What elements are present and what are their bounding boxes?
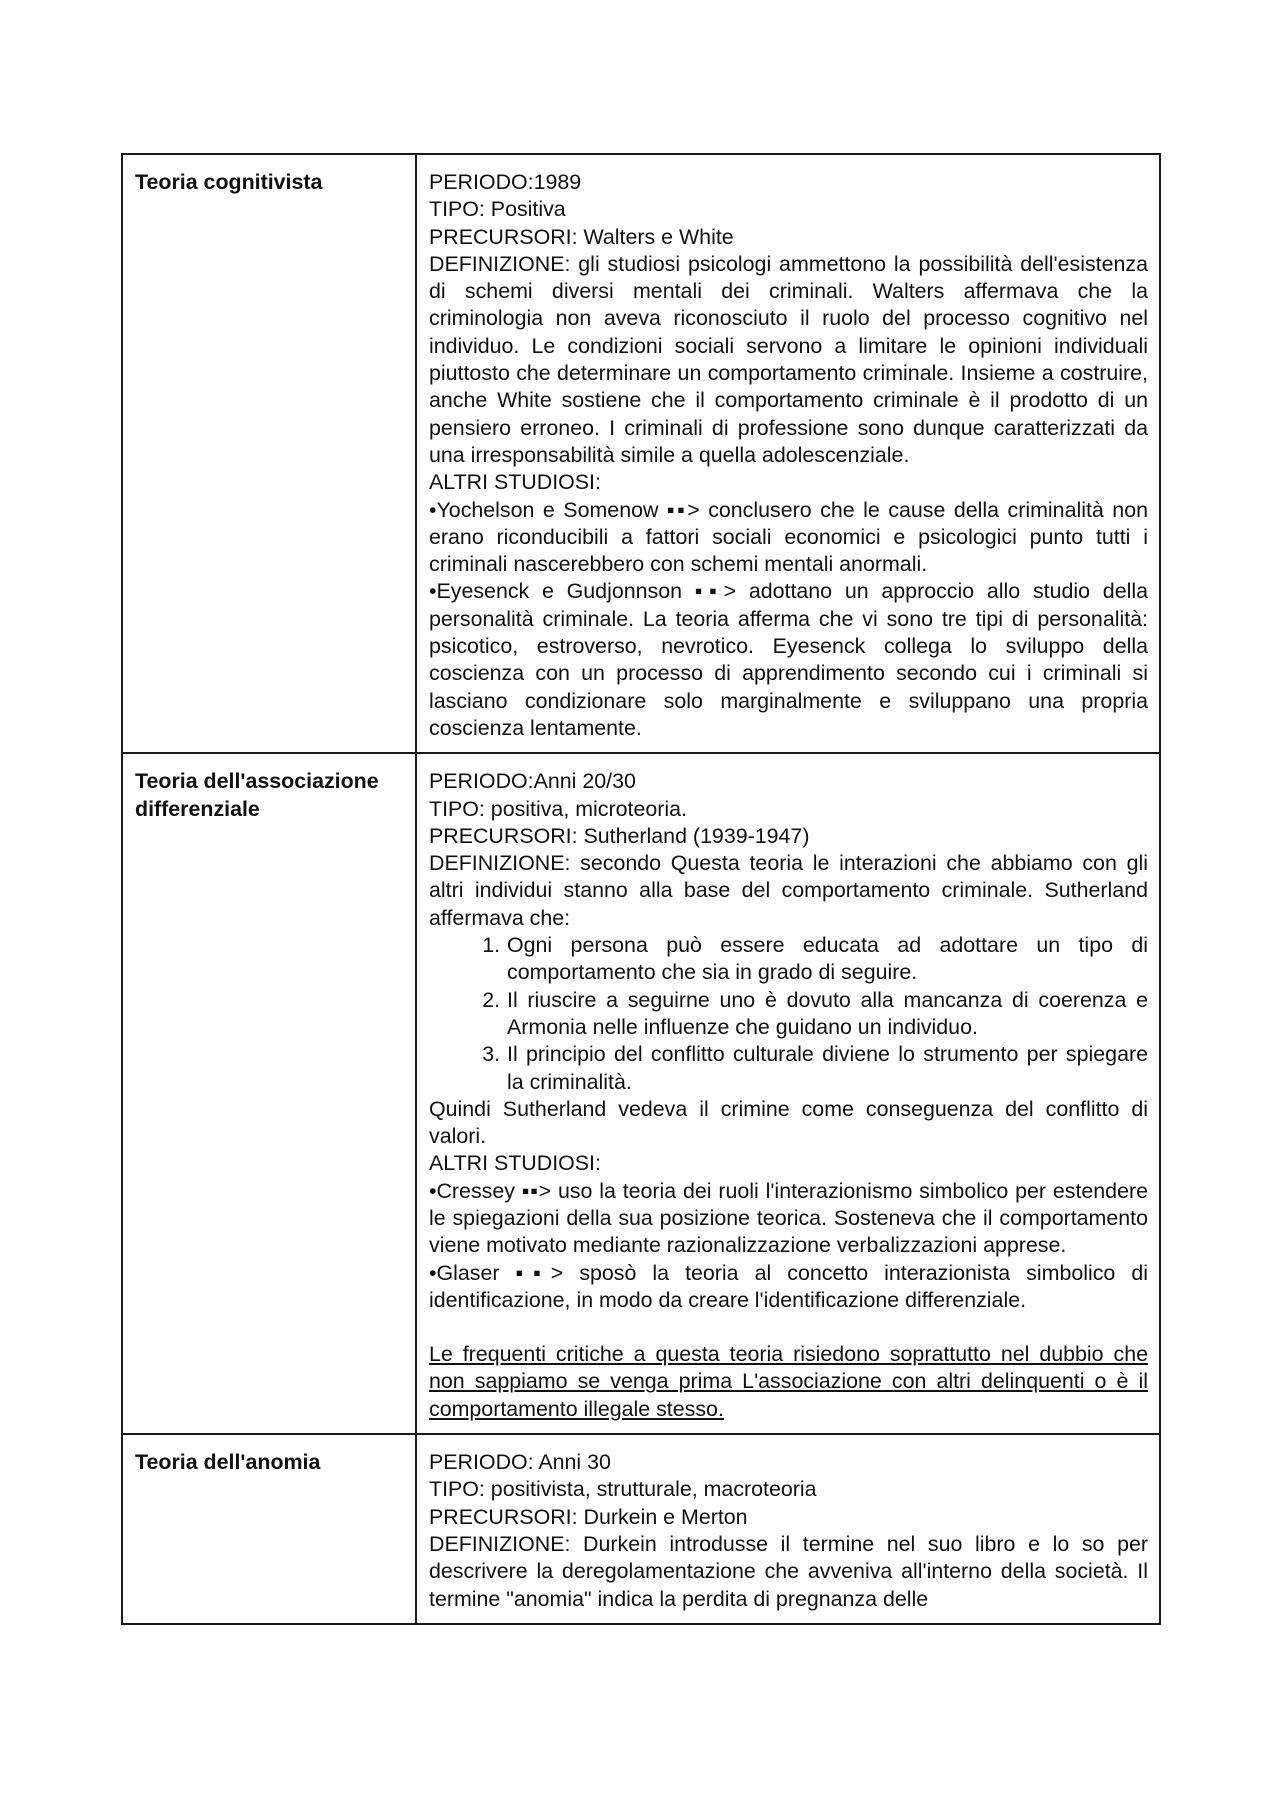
tipo-line: TIPO: positiva, microteoria. [429,796,687,821]
table-row [122,154,1160,753]
periodo-line: PERIODO: Anni 30 [429,1450,611,1475]
periodo-line: PERIODO:Anni 20/30 [429,769,636,794]
altri-studiosi-label: ALTRI STUDIOSI: [429,1151,601,1176]
theory-name: Teoria dell'associazione differenziale [135,769,379,821]
list-item: 1. Ogni persona può essere educata ad adottare un tipo di comportamento che sia in grado di seguire. [506,932,1148,987]
theory-details-cell [416,753,1160,1434]
tipo-line: TIPO: Positiva [429,197,566,222]
precursori-line: PRECURSORI: Durkein e Merton [429,1504,748,1529]
numbered-list [429,932,1148,1096]
theory-name: Teoria cognitivista [135,170,323,194]
theory-name: Teoria dell'anomia [135,1450,321,1475]
theory-name-cell [122,154,416,753]
altri-studiosi-item: •Eyesenck e Gudjonnson ▪▪> adottano un approccio allo studio della personalità criminale. La teoria afferma che vi sono tre tipi di personalità: psicotico, estroverso, nevrotico. Eyesenck collega lo sviluppo della coscienza con un processo di apprendimento secondo cui i criminali si lasciano condizionare solo marginalmente e sviluppano una propria coscienza lentamente. [429,579,1148,740]
altri-studiosi-label: ALTRI STUDIOSI: [429,470,601,495]
periodo-line: PERIODO:1989 [429,170,582,194]
theory-name-cell [122,753,416,1434]
spacer [429,1314,1148,1341]
list-item: 3. Il principio del conflitto culturale diviene lo strumento per spiegare la criminalità. [506,1041,1148,1096]
definizione-paragraph: DEFINIZIONE: gli studiosi psicologi ammettono la possibilità dell'esistenza di schemi diversi mentali dei criminali. Walters affermava che la criminologia non aveva riconosciuto il ruolo del processo cognitivo nel individuo. Le condizioni sociali servono a limitare le opinioni individuali piuttosto che determinare un comportamento criminale. Insieme a costruire, anche White sostiene che il comportamento criminale è il prodotto di un pensiero erroneo. I criminali di professione sono dunque caratterizzati da una irresponsabilità simile a quella adolescenziale. [429,251,1148,467]
theory-name-cell [122,1434,416,1624]
critique-paragraph: Le frequenti critiche a questa teoria risiedono soprattutto nel dubbio che non sappiamo se venga prima L'associazione con altri delinquenti o è il comportamento illegale stesso. [429,1342,1148,1421]
definizione-paragraph: DEFINIZIONE: secondo Questa teoria le interazioni che abbiamo con gli altri individui stanno alla base del comportamento criminale. Sutherland affermava che: [429,851,1148,930]
list-item: 2. Il riuscire a seguirne uno è dovuto alla mancanza di coerenza e Armonia nelle influenze che guidano un individuo. [506,987,1148,1042]
conclusione-paragraph: Quindi Sutherland vedeva il crimine come conseguenza del conflitto di valori. [429,1096,1148,1149]
table-row [122,753,1160,1434]
definizione-paragraph: DEFINIZIONE: Durkein introdusse il termine nel suo libro e lo so per descrivere la deregolamentazione che avveniva all'interno della società. Il termine "anomia" indica la perdita di pregnanza delle [429,1531,1148,1611]
table-row [122,1434,1160,1624]
theory-details-cell [416,154,1160,753]
theories-table [121,153,1161,1625]
altri-studiosi-item: •Glaser ▪▪> sposò la teoria al concetto interazionista simbolico di identificazione, in modo da creare l'identificazione differenziale. [429,1260,1148,1312]
altri-studiosi-item: •Yochelson e Somenow ▪▪> conclusero che le cause della criminalità non erano riconducibili a fattori sociali economici e psicologici punto tutti i criminali nascerebbero con schemi mentali anormali. [429,497,1148,577]
precursori-line: PRECURSORI: Sutherland (1939-1947) [429,823,810,848]
tipo-line: TIPO: positivista, strutturale, macroteoria [429,1477,817,1502]
altri-studiosi-item: •Cressey ▪▪> uso la teoria dei ruoli l'interazionismo simbolico per estendere le spiegazioni della sua posizione teorica. Sosteneva che il comportamento viene motivato mediante razionalizzazione verbalizzazioni apprese. [429,1178,1148,1258]
precursori-line: PRECURSORI: Walters e White [429,224,734,249]
theory-details-cell [416,1434,1160,1624]
